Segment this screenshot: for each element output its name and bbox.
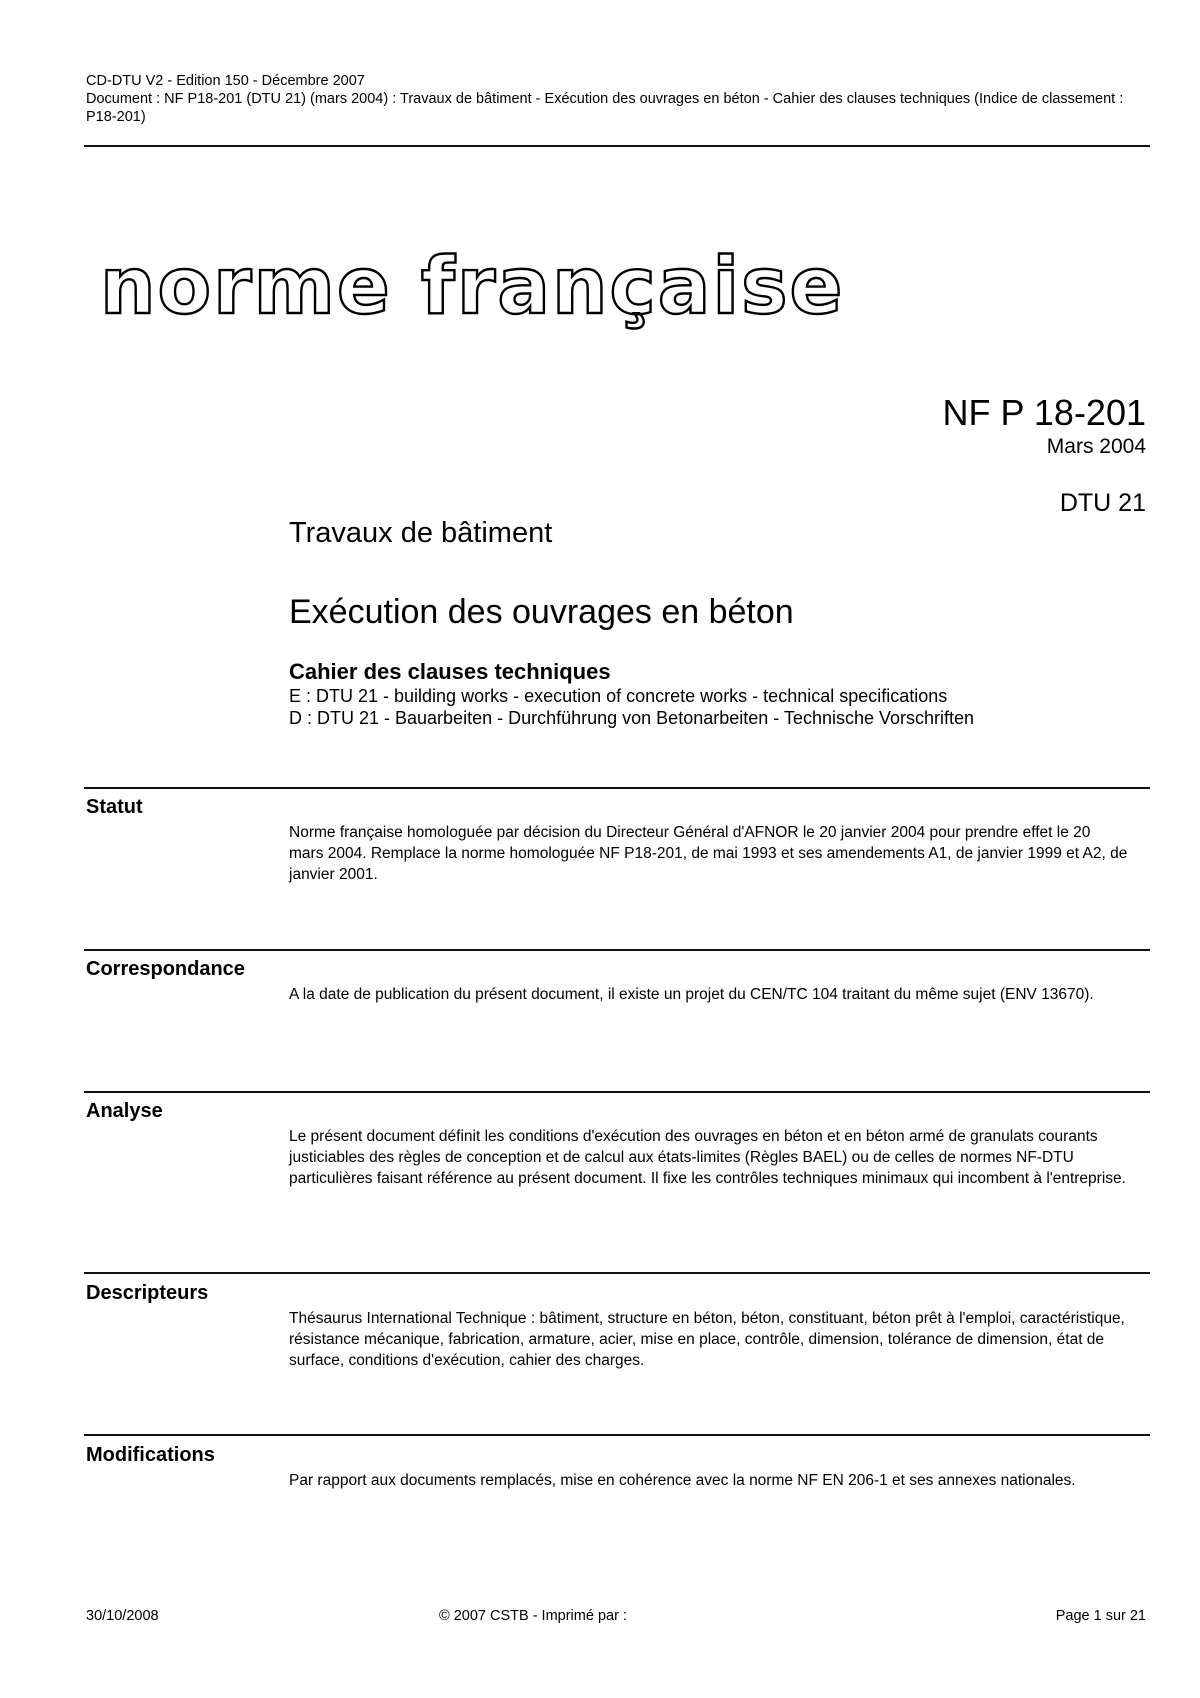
reference-block [943,392,1146,518]
document-subject [289,515,1109,729]
analyse-heading: Analyse [86,1100,163,1122]
dtu-label: DTU 21 [1059,489,1146,517]
descripteurs-text: Thésaurus International Technique : bâtiment, structure en béton, béton, constituant, béton prêt à l'emploi, caractéristique, résistance mécanique, fabrication, armature, acier, mise en place, contrôle, dimension, tolérance de dimension, état de surface, conditions d'exécution, cahier des charges. [289,1310,1125,1369]
correspondance-divider [84,949,1150,951]
statut-divider [84,787,1150,789]
descripteurs-heading: Descripteurs [86,1282,209,1304]
statut-text: Norme française homologuée par décision du Directeur Général d'AFNOR le 20 janvier 2004 pour prendre effet le 20 mars 2004. Remplace la norme homologuée NF P18-201, de mai 1993 et ses amendements A1, de janvier 1999 et A2, de janvier 2001. [289,824,1128,883]
english-title: E : DTU 21 - building works - execution of concrete works - technical specifications [289,686,948,706]
statut-heading: Statut [86,796,143,818]
standard-date: Mars 2004 [1046,435,1146,458]
subject-title: Exécution des ouvrages en béton [289,593,794,631]
modifications-heading: Modifications [86,1444,215,1466]
german-title: D : DTU 21 - Bauarbeiten - Durchführung von Betonarbeiten - Technische Vorschriften [289,708,975,728]
subject-domain: Travaux de bâtiment [289,517,553,549]
analyse-divider [84,1091,1150,1093]
analyse-text: Le présent document définit les conditions d'exécution des ouvrages en béton et en béton armé de granulats courants justiciables des règles de conception et de calcul aux états-limites (Règles BAEL) ou de celles de normes NF-DTU particulières faisant référence au présent document. Il fixe les contrôles techniques minimaux qui incombent à l'entreprise. [289,1128,1126,1187]
header-edition: CD-DTU V2 - Edition 150 - Décembre 2007 [86,73,365,89]
modifications-text: Par rapport aux documents remplacés, mise en cohérence avec la norme NF EN 206-1 et ses annexes nationales. [289,1472,1076,1489]
correspondance-text: A la date de publication du présent document, il existe un projet du CEN/TC 104 traitant du même sujet (ENV 13670). [289,986,1094,1003]
document-header [86,72,1146,126]
norme-francaise-title: norme française [100,242,845,332]
footer-print-date: 30/10/2008 [86,1608,159,1624]
descripteurs-divider [84,1272,1150,1274]
footer-page-number: Page 1 sur 21 [1055,1608,1146,1624]
header-document-description: Document : NF P18-201 (DTU 21) (mars 2004) : Travaux de bâtiment - Exécution des ouvrages en béton - Cahier des clauses techniques (Indice de classement : P18-201) [86,91,1124,125]
header-divider [84,145,1150,147]
subject-subtitle: Cahier des clauses techniques [289,659,611,684]
modifications-divider [84,1434,1150,1436]
standard-code: NF P 18-201 [942,392,1146,433]
footer-copyright: © 2007 CSTB - Imprimé par : [439,1608,627,1624]
correspondance-heading: Correspondance [86,958,245,980]
